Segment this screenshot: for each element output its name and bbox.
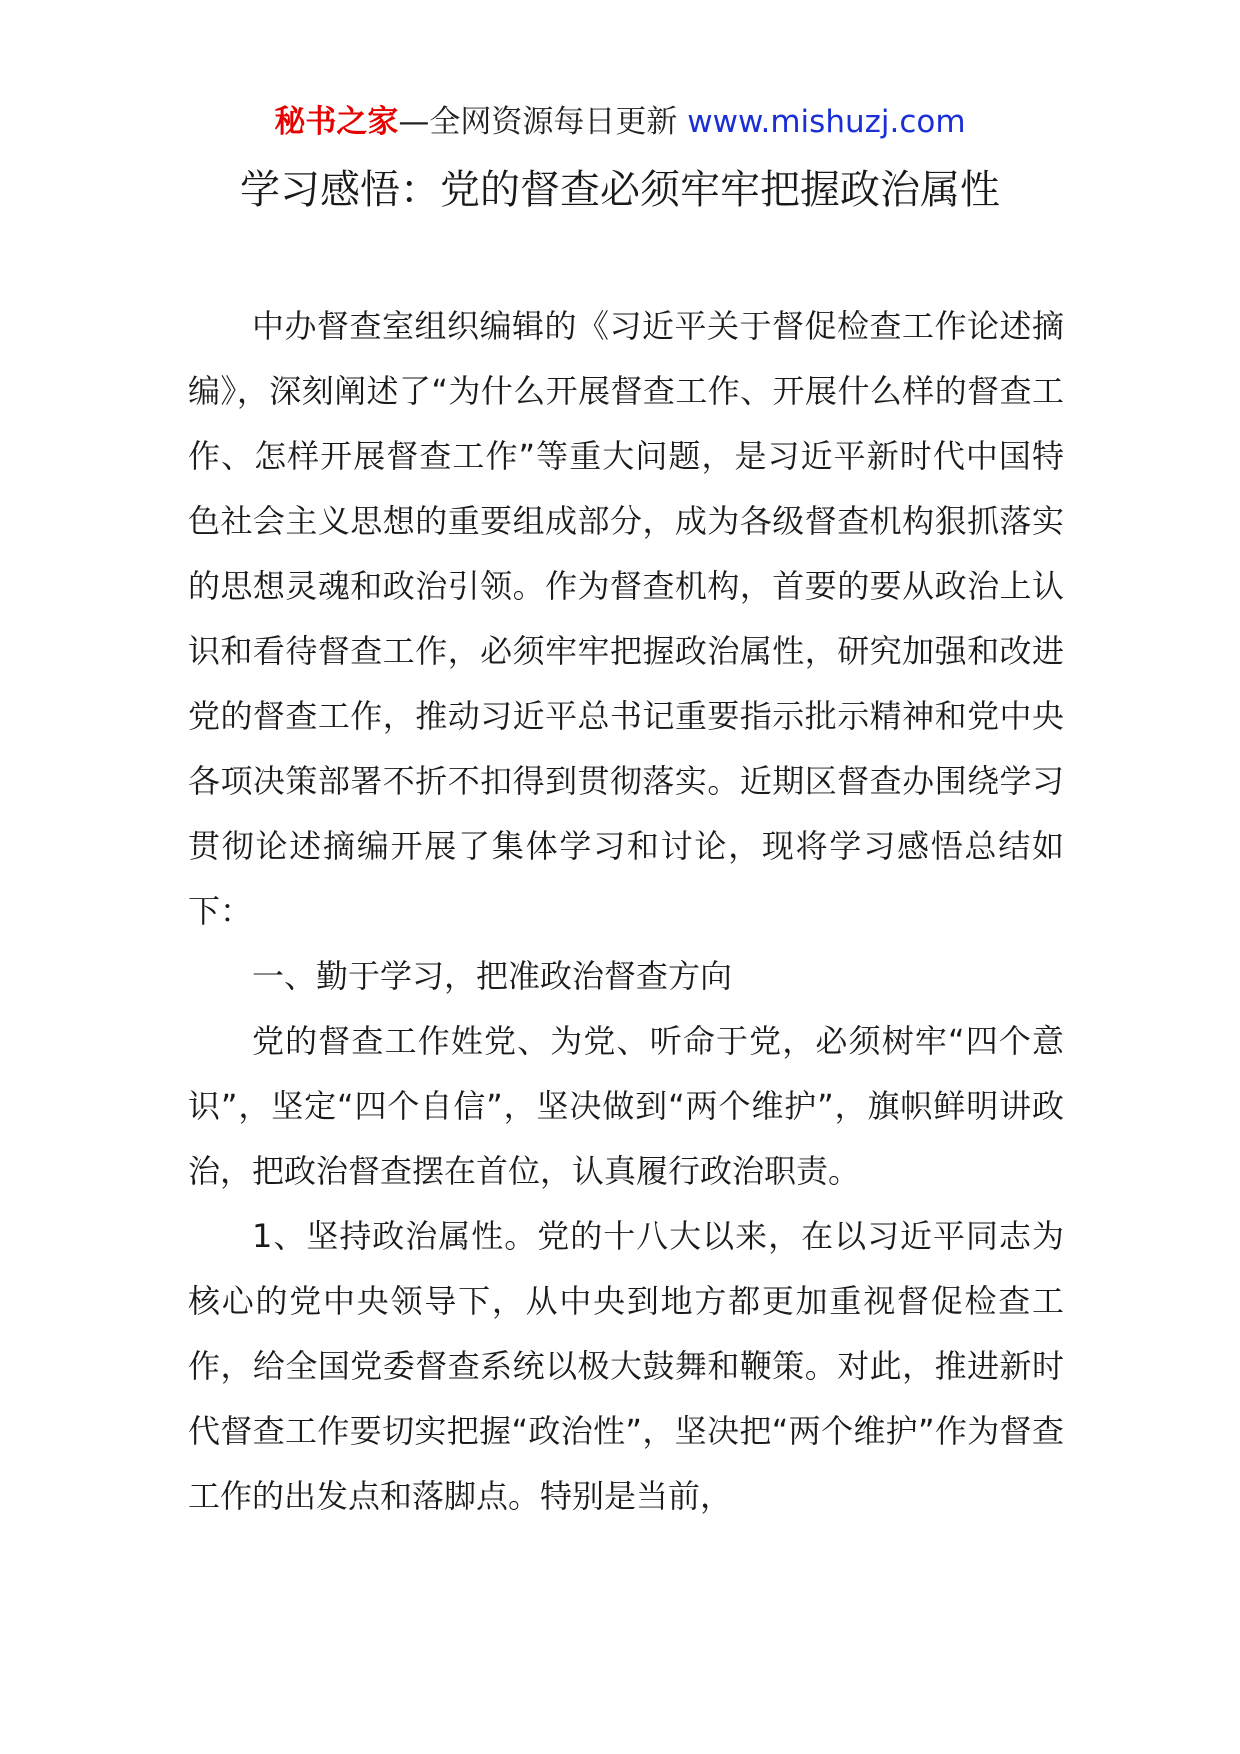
paragraph-intro: 中办督查室组织编辑的《习近平关于督促检查工作论述摘编》，深刻阐述了“为什么开展督查工作、开展什么样的督查工作、怎样开展督查工作”等重大问题，是习近平新时代中国特色社会主义思想的重要组成部分，成为各级督查机构狠抓落实的思想灵魂和政治引领。作为督查机构，首要的要从政治上认识和看待督查工作，必须牢牢把握政治属性，研究加强和改进党的督查工作，推动习近平总书记重要指示批示精神和党中央各项决策部署不折不扣得到贯彻落实。近期区督查办围绕学习贯彻论述摘编开展了集体学习和讨论，现将学习感悟总结如下： [188,307,1064,930]
document-body [188,294,1064,1529]
document-title: 学习感悟：党的督查必须牢牢把握政治属性 [240,167,1000,213]
header-tagline: —全网资源每日更新 [398,104,678,140]
brand-name: 秘书之家 [274,104,399,140]
paragraph-section-1: 党的督查工作姓党、为党、听命于党，必须树牢“四个意识”，坚定“四个自信”，坚决做到“两个维护”，旗帜鲜明讲政治，把政治督查摆在首位，认真履行政治职责。 [188,1022,1064,1190]
site-url-link[interactable]: www.mishuzj.com [687,104,966,140]
section-heading-1: 一、勤于学习，把准政治督查方向 [252,957,733,995]
paragraph-item-1: 1、坚持政治属性。党的十八大以来，在以习近平同志为核心的党中央领导下，从中央到地方都更加重视督促检查工作，给全国党委督查系统以极大鼓舞和鞭策。对此，推进新时代督查工作要切实把握“政治性”，坚决把“两个维护”作为督查工作的出发点和落脚点。特别是当前， [188,1217,1064,1515]
site-header [0,100,1240,144]
